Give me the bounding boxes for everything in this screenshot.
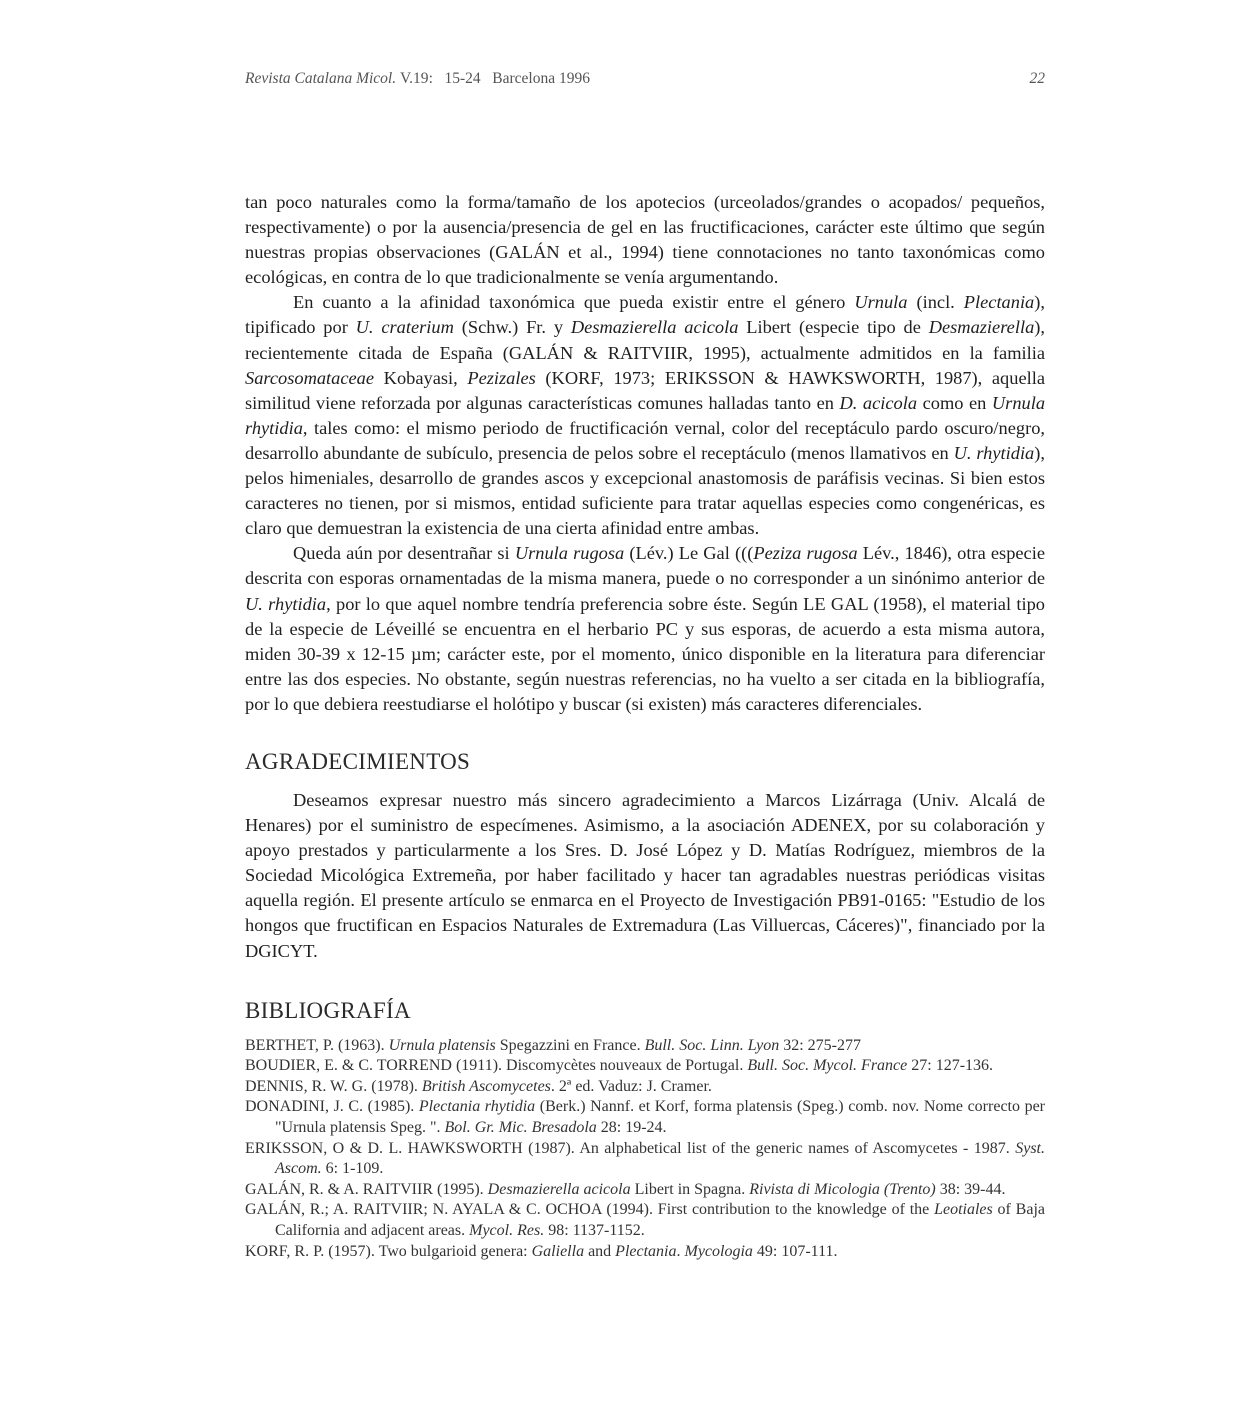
- journal-name: Revista Catalana Micol.: [245, 70, 397, 87]
- italic-term: Desmazierella acicola: [487, 1180, 631, 1198]
- italic-term: Bull. Soc. Mycol. France: [747, 1057, 908, 1075]
- acknowledgments-heading: AGRADECIMIENTOS: [245, 748, 471, 774]
- italic-term: Urnula: [854, 292, 908, 313]
- italic-term: Syst. Ascom.: [275, 1139, 1045, 1178]
- reference-item: GALÁN, R.; A. RAITVIIR; N. AYALA & C. OCHOA (1994). First contribution to the knowledge of the Leotiales of Baja California and adjacent areas. Mycol. Res. 98: 1137-1152.: [245, 1201, 1045, 1239]
- italic-term: U. craterium: [355, 317, 454, 338]
- journal-citation: Revista Catalana Micol. V.19: 15-24 Barcelona 1996: [245, 70, 590, 87]
- italic-term: Mycol. Res.: [469, 1221, 545, 1239]
- body-paragraph-2: En cuanto a la afinidad taxonómica que pueda existir entre el género Urnula (incl. Plectania), tipificado por U. craterium (Schw.) Fr. y Desmazierella acicola Libert (especie tipo de Desmazierella), recientemente citada de España (GALÁN & RAITVIIR, 1995), actualmente admitidos en la familia Sarcosomataceae Kobayasi, Pezizales (KORF, 1973; ERIKSSON & HAWKSWORTH, 1987), aquella similitud viene reforzada por algunas características comunes halladas tanto en D. acicola como en Urnula rhytidia, tales como: el mismo periodo de fructificación vernal, color del receptáculo pardo oscuro/negro, desarrollo abundante de subículo, presencia de pelos sobre el receptáculo (menos llamativos en U. rhytidia), pelos himeniales, desarrollo de grandes ascos y excepcional anastomosis de paráfisis vecinas. Si bien estos caracteres no tienen, por si mismos, entidad suficiente para tratar aquellas especies como congenéricas, es claro que demuestran la existencia de una cierta afinidad entre ambas.: [245, 292, 1046, 539]
- journal-volume: V.19: [399, 70, 429, 87]
- italic-term: Desmazierella: [928, 317, 1035, 338]
- italic-term: British Ascomycetes: [421, 1077, 551, 1095]
- italic-term: Plectania rhytidia: [418, 1098, 536, 1116]
- reference-item: GALÁN, R. & A. RAITVIIR (1995). Desmazierella acicola Libert in Spagna. Rivista di Micologia (Trento) 38: 39-44.: [245, 1180, 1006, 1198]
- reference-item: BOUDIER, E. & C. TORREND (1911). Discomycètes nouveaux de Portugal. Bull. Soc. Mycol. France 27: 127-136.: [245, 1057, 994, 1075]
- italic-term: Bull. Soc. Linn. Lyon: [644, 1036, 780, 1054]
- italic-term: Mycologia: [684, 1242, 753, 1260]
- body-paragraph-1: tan poco naturales como la forma/tamaño de los apotecios (urceolados/grandes o acopados/ pequeños, respectivamente) o por la ausencia/presencia de gel en las fructificaciones, carácter este último que según nuestras propias observaciones (GALÁN et al., 1994) tiene connotaciones no tanto taxonómicas como ecológicas, en contra de lo que tradicionalmente se venía argumentando.: [245, 192, 1045, 288]
- italic-term: Urnula rhytidia: [245, 392, 1046, 438]
- reference-item: BERTHET, P. (1963). Urnula platensis Spegazzini en France. Bull. Soc. Linn. Lyon 32: 275-277: [245, 1036, 861, 1054]
- italic-term: Pezizales: [467, 367, 536, 388]
- italic-term: Desmazierella acicola: [570, 317, 739, 338]
- reference-list: [245, 1036, 1045, 1263]
- italic-term: Rivista di Micologia (Trento): [749, 1180, 936, 1198]
- italic-term: Galiella: [531, 1242, 585, 1260]
- reference-item: KORF, R. P. (1957). Two bulgarioid genera: Galiella and Plectania. Mycologia 49: 107-111.: [245, 1242, 838, 1260]
- italic-term: Peziza rugosa: [753, 543, 858, 564]
- page-number: 22: [1029, 70, 1045, 87]
- reference-item: DENNIS, R. W. G. (1978). British Ascomycetes. 2ª ed. Vaduz: J. Cramer.: [245, 1077, 712, 1095]
- running-header: [245, 70, 1045, 88]
- italic-term: Plectania: [615, 1242, 677, 1260]
- body-paragraph-3: Queda aún por desentrañar si Urnula rugosa (Lév.) Le Gal (((Peziza rugosa Lév., 1846), otra especie descrita con esporas ornamentadas de la misma manera, puede o no corresponder a un sinónimo anterior de U. rhytidia, por lo que aquel nombre tendría preferencia sobre éste. Según LE GAL (1958), el material tipo de la especie de Léveillé se encuentra en el herbario PC y sus esporas, de acuerdo a esta misma autora, miden 30-39 x 12-15 µm; carácter este, por el momento, único disponible en la literatura para diferenciar entre las dos especies. No obstante, según nuestras referencias, no ha vuelto a ser citada en la bibliografía, por lo que debiera reestudiarse el holótipo y buscar (si existen) más caracteres diferenciales.: [245, 543, 1045, 714]
- italic-term: Sarcosomataceae: [245, 367, 375, 388]
- italic-term: U. rhytidia: [953, 442, 1035, 463]
- italic-term: Urnula platensis: [388, 1036, 496, 1054]
- italic-term: Plectania: [963, 292, 1035, 313]
- italic-term: U. rhytidia: [245, 593, 327, 614]
- journal-pages: 15-24: [444, 70, 481, 87]
- italic-term: D. acicola: [839, 392, 918, 413]
- reference-item: DONADINI, J. C. (1985). Plectania rhytidia (Berk.) Nannf. et Korf, forma platensis (Speg.) comb. nov. Nome correcto per "Urnula platensis Speg. ". Bol. Gr. Mic. Bresadola 28: 19-24.: [245, 1098, 1046, 1136]
- reference-item: ERIKSSON, O & D. L. HAWKSWORTH (1987). An alphabetical list of the generic names of Ascomycetes - 1987. Syst. Ascom. 6: 1-109.: [245, 1139, 1045, 1178]
- italic-term: Urnula rugosa: [514, 543, 625, 564]
- bibliography-heading: BIBLIOGRAFÍA: [245, 997, 411, 1023]
- italic-term: Bol. Gr. Mic. Bresadola: [444, 1119, 597, 1136]
- main-text: [245, 190, 1045, 1262]
- acknowledgments-paragraph: Deseamos expresar nuestro más sincero agradecimiento a Marcos Lizárraga (Univ. Alcalá de Henares) por el suministro de especímenes. Asimismo, a la asociación ADENEX, por su colaboración y apoyo prestados y particularmente a los Sres. D. José López y D. Matías Rodríguez, miembros de la Sociedad Micológica Extremeña, por haber facilitado y hacer tan agradables nuestras periódicas visitas aquella región. El presente artículo se enmarca en el Proyecto de Investigación PB91-0165: "Estudio de los hongos que fructifican en Espacios Naturales de Extremadura (Las Villuercas, Cáceres)", financiado por la DGICYT.: [245, 789, 1045, 961]
- italic-term: Leotiales: [934, 1201, 993, 1219]
- journal-location-year: Barcelona 1996: [492, 70, 590, 87]
